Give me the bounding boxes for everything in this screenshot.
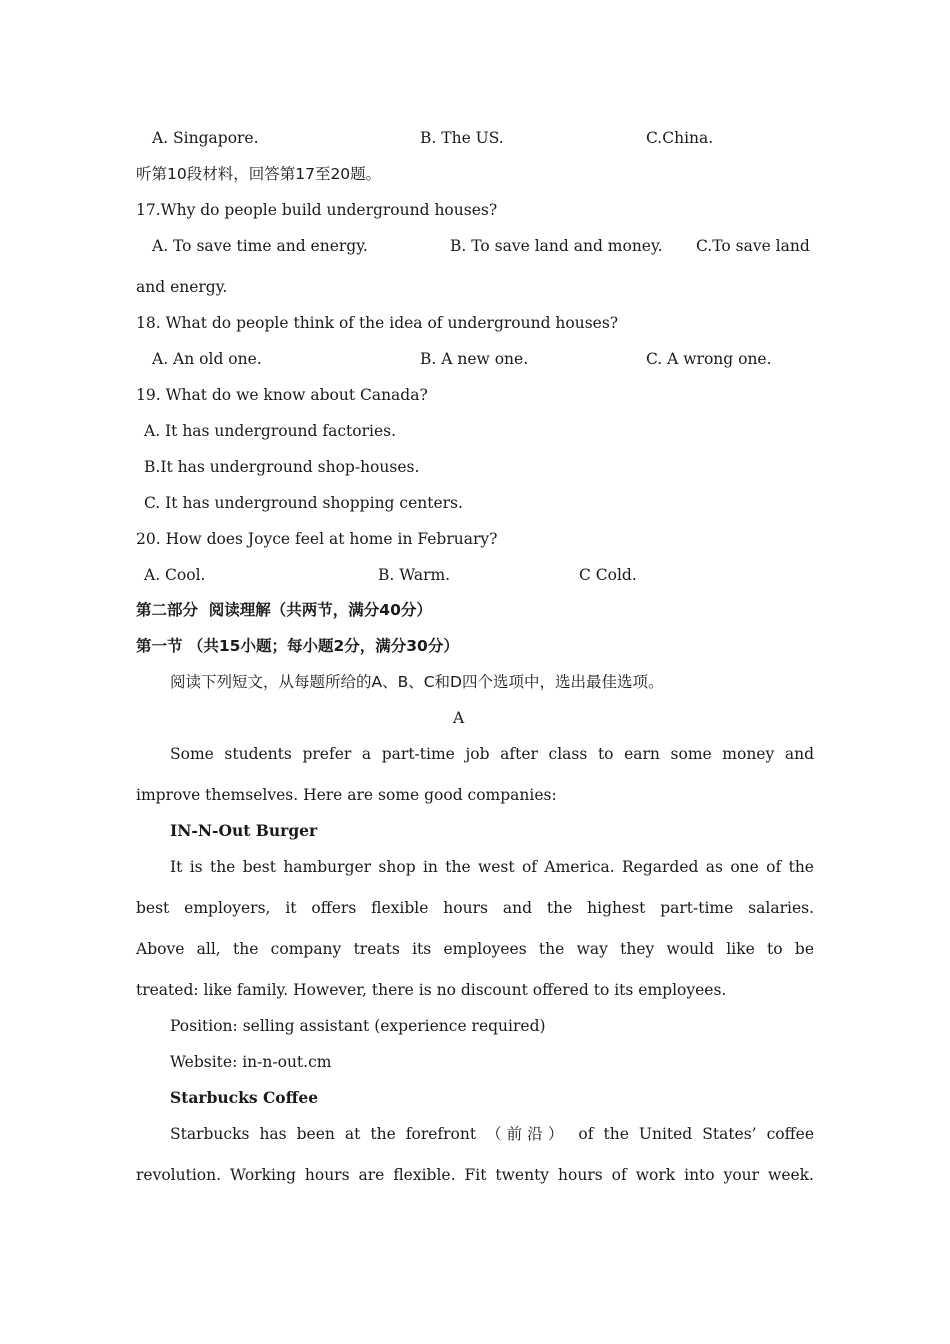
reading-instruction: 阅读下列短文，从每题所给的A、B、C和D四个选项中，选出最佳选项。	[170, 673, 664, 691]
q19-question: 19. What do we know about Canada?	[136, 386, 428, 404]
q19-option-a: A. It has underground factories.	[144, 422, 397, 440]
q19-option-c: C. It has underground shopping centers.	[144, 494, 463, 512]
intro-line-1: Some students prefer a part-time job after class to earn some money and	[170, 745, 814, 763]
q18-question: 18. What do people think of the idea of underground houses?	[136, 314, 619, 332]
q18-option-a: A. An old one.	[152, 350, 262, 368]
intro-line-2: improve themselves. Here are some good companies:	[136, 786, 557, 804]
starbucks-line-2: revolution. Working hours are flexible. Fit twenty hours of work into your week.	[136, 1166, 814, 1184]
q20-option-b: B. Warm.	[378, 566, 451, 584]
q17-option-a: A. To save time and energy.	[152, 237, 368, 255]
innout-website: Website: in-n-out.cm	[170, 1053, 332, 1071]
innout-line-3: Above all, the company treats its employees the way they would like to be	[136, 940, 814, 958]
q18-option-b: B. A new one.	[420, 350, 529, 368]
q20-option-a: A. Cool.	[144, 566, 206, 584]
section1-title: 第一节 （共15小题；每小题2分，满分30分）	[136, 637, 459, 655]
part2-title: 第二部分 阅读理解（共两节，满分40分）	[136, 601, 432, 619]
q17-question: 17.Why do people build underground houses?	[136, 201, 498, 219]
q16-option-b: B. The US.	[420, 129, 504, 147]
q16-option-a: A. Singapore.	[152, 129, 259, 147]
listening-instruction-10: 听第10段材料，回答第17至20题。	[136, 165, 382, 183]
innout-line-4: treated: like family. However, there is no discount offered to its employees.	[136, 981, 727, 999]
innout-position: Position: selling assistant (experience required)	[170, 1017, 546, 1035]
q19-option-b: B.It has underground shop-houses.	[144, 458, 420, 476]
starbucks-line-1: Starbucks has been at the forefront （前沿） of the United States’ coffee	[170, 1125, 814, 1143]
innout-line-1: It is the best hamburger shop in the west of America. Regarded as one of the	[170, 858, 814, 876]
q16-option-c: C.China.	[646, 129, 714, 147]
q18-option-c: C. A wrong one.	[646, 350, 772, 368]
starbucks-heading: Starbucks Coffee	[170, 1088, 319, 1107]
q17-option-b: B. To save land and money.	[450, 237, 663, 255]
q20-question: 20. How does Joyce feel at home in February?	[136, 530, 498, 548]
innout-line-2: best employers, it offers flexible hours and the highest part-time salaries.	[136, 899, 814, 917]
q17-option-c: C.To save land	[696, 237, 810, 255]
passage-label: A	[453, 709, 465, 727]
q17-option-c-cont: and energy.	[136, 278, 228, 296]
innout-heading: IN-N-Out Burger	[170, 821, 318, 840]
q20-option-c: C Cold.	[579, 566, 637, 584]
